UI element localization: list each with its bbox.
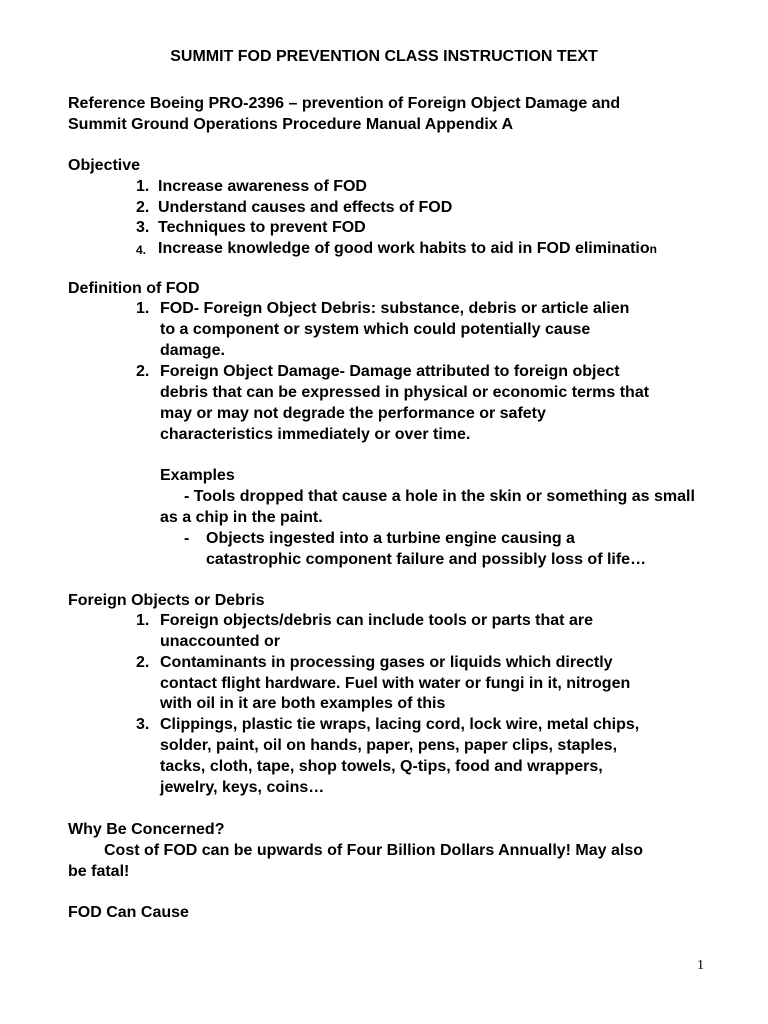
reference-line-1: Reference Boeing PRO-2396 – prevention of Foreign Object Damage and <box>68 95 621 112</box>
foreign-item-3-line-4: jewelry, keys, coins… <box>160 779 325 796</box>
foreign-item-1-line-2: unaccounted or <box>160 633 281 650</box>
example-1-line-2: as a chip in the paint. <box>160 509 323 526</box>
foreign-item-3-line-1: Clippings, plastic tie wraps, lacing cord, lock wire, metal chips, <box>160 716 640 733</box>
foreign-item-2-number: 2. <box>136 654 150 671</box>
objective-heading: Objective <box>68 157 141 174</box>
objective-item-4-tail: n <box>649 242 657 256</box>
page-number: 1 <box>697 958 704 973</box>
example-2-line-2: catastrophic component failure and possibly loss of life… <box>206 551 647 568</box>
examples-heading: Examples <box>160 467 235 484</box>
objective-item-4-main: Increase knowledge of good work habits to aid in FOD eliminatio <box>158 240 650 257</box>
concern-heading: Why Be Concerned? <box>68 821 225 838</box>
definition-item-2-number: 2. <box>136 363 150 380</box>
objective-item-2-number: 2. <box>136 199 150 216</box>
causes-heading: FOD Can Cause <box>68 904 189 921</box>
objective-item-1-number: 1. <box>136 178 150 195</box>
definition-heading: Definition of FOD <box>68 280 200 297</box>
example-1-line-1: - Tools dropped that cause a hole in the skin or something as small <box>184 488 695 505</box>
objective-item-3-number: 3. <box>136 219 150 236</box>
definition-item-2-line-2: debris that can be expressed in physical or economic terms that <box>160 384 650 401</box>
definition-item-2-line-4: characteristics immediately or over time. <box>160 426 471 443</box>
foreign-item-2-line-2: contact flight hardware. Fuel with water or fungi in it, nitrogen <box>160 675 631 692</box>
foreign-item-2-line-3: with oil in it are both examples of this <box>160 695 446 712</box>
reference-line-2: Summit Ground Operations Procedure Manual Appendix A <box>68 116 514 133</box>
objective-item-2-text: Understand causes and effects of FOD <box>158 199 453 216</box>
definition-item-2-line-1: Foreign Object Damage- Damage attributed to foreign object <box>160 363 620 380</box>
foreign-objects-heading: Foreign Objects or Debris <box>68 592 265 609</box>
foreign-item-3-line-2: solder, paint, oil on hands, paper, pens, paper clips, staples, <box>160 737 618 754</box>
definition-item-1-line-3: damage. <box>160 342 225 359</box>
definition-item-2-line-3: may or may not degrade the performance or safety <box>160 405 546 422</box>
definition-item-1-number: 1. <box>136 300 150 317</box>
foreign-item-3-line-3: tacks, cloth, tape, shop towels, Q-tips, food and wrappers, <box>160 758 603 775</box>
concern-line-1: Cost of FOD can be upwards of Four Billion Dollars Annually! May also <box>104 842 644 859</box>
foreign-item-3-number: 3. <box>136 716 150 733</box>
page-title: SUMMIT FOD PREVENTION CLASS INSTRUCTION TEXT <box>170 48 598 65</box>
foreign-item-2-line-1: Contaminants in processing gases or liquids which directly <box>160 654 613 671</box>
example-2-bullet: - <box>184 530 190 547</box>
foreign-item-1-number: 1. <box>136 612 150 629</box>
objective-item-3-text: Techniques to prevent FOD <box>158 219 366 236</box>
example-2-line-1: Objects ingested into a turbine engine causing a <box>206 530 575 547</box>
objective-item-1-text: Increase awareness of FOD <box>158 178 367 195</box>
concern-line-2: be fatal! <box>68 863 130 880</box>
objective-item-4-number: 4. <box>136 243 147 257</box>
foreign-item-1-line-1: Foreign objects/debris can include tools or parts that are <box>160 612 593 629</box>
objective-item-4-text <box>158 239 657 259</box>
definition-item-1-line-2: to a component or system which could potentially cause <box>160 321 591 338</box>
definition-item-1-line-1: FOD- Foreign Object Debris: substance, debris or article alien <box>160 300 630 317</box>
